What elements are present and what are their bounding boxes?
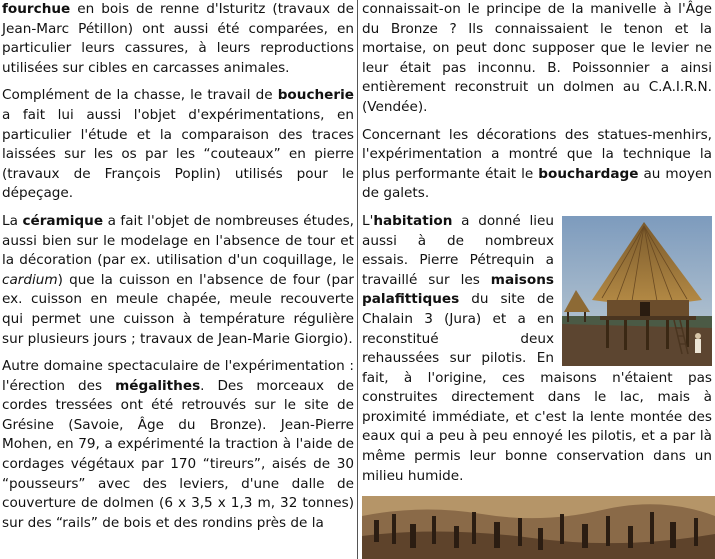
term-habitation: habitation [373, 212, 453, 229]
left-column [2, 0, 354, 559]
paragraph-boucherie [2, 86, 354, 204]
paragraph-ceramique [2, 212, 354, 349]
text-span: Autre domaine spectaculaire de l'expérimentation : l'érection des [2, 358, 354, 394]
text-span: connaissait-on le principe de la manivelle à l'Âge du Bronze ? Ils connaissaient le tenon et la mortaise, on peut donc supposer que le levier ne leur était pas inconnu. B. Poissonnier a ainsi entièrement reconstruit un dolmen au C.A.I.R.N. (Vendée). [362, 1, 712, 115]
text-span: L' [362, 212, 374, 229]
text-span: Concernant les décorations des statues-menhirs, l'expérimentation a montré que la technique la plus performante était le [362, 126, 712, 182]
text-span: La [2, 212, 23, 229]
text-span: a donné lieu aussi à de nombreux essais. Pierre Pétrequin a travaillé sur les [362, 212, 554, 288]
term-maisons-palafittiques: maisons palafittiques [362, 271, 554, 308]
text-span: Complément de la chasse, le travail de [2, 87, 278, 104]
paragraph-manivelle [362, 0, 712, 118]
term-cardium: cardium [2, 271, 58, 288]
paragraph-megalithes [2, 357, 354, 533]
text-span: . Des morceaux de cordes tressées ont été retrouvés sur le site de Grésine (Savoie, Âge du Bronze). Jean-Pierre Mohen, en 79, a expérimenté la traction à l'aide de cordages végétaux par 170 “tireurs”, aisés de 30 “pousseurs” avec des leviers, d'une dalle de couverture de dolmen (6 x 3,5 x 1,3 m, 32 tonnes) sur des “rails” de bois et des rondins près de la [2, 377, 354, 531]
term-boucherie: boucherie [277, 87, 354, 104]
column-divider [357, 0, 358, 559]
text-span: en bois de renne d'Isturitz (travaux de Jean-Marc Pétillon) ont aussi été comparées, en particulier leurs cassures, à leurs reproductions utilisées sur cibles en carcasses animales. [2, 1, 354, 76]
pilotis-remains-photo [362, 496, 715, 559]
text-span: ) que la cuisson en l'absence de four (par ex. cuisson en meule chapée, meule recouverte qui permet une cuisson à température régulière sur plusieurs jours ; travaux de Jean-Marie Giorgio). [2, 271, 354, 347]
text-span: au moyen de galets. [362, 165, 712, 202]
term-megalithes: mégalithes [115, 377, 201, 394]
term-fourchue: fourchue [2, 1, 71, 17]
stilt-house-photo [562, 216, 712, 366]
paragraph-habitation [362, 212, 712, 486]
paragraph-fourchue [2, 0, 354, 78]
paragraph-bouchardage [362, 126, 712, 204]
term-bouchardage: bouchardage [538, 165, 639, 182]
text-span: a fait l'objet de nombreuses études, aussi bien sur le modelage en l'absence de tour et la décoration (par ex. utilisation d'un coquillage, le [2, 212, 354, 269]
term-ceramique: céramique [22, 212, 104, 229]
text-span: du site de Chalain 3 (Jura) et a en reconstitué deux rehaussées sur pilotis. En fait, à l'origine, ces maisons n'étaient pas construites directement dans le lac, mais à proximité immédiate, et c'est la lente montée des eaux qui a peu à peu ennoyé les pilotis, et a par là même permis leur bonne conservation dans un milieu humide. [362, 291, 712, 484]
right-column [362, 0, 712, 559]
text-span: a fait lui aussi l'objet d'expérimentations, en particulier l'étude et la comparaison des traces laissées sur les os par les “couteaux” en pierre (travaux de François Poplin) utilisés pour le dépeçage. [2, 106, 354, 202]
